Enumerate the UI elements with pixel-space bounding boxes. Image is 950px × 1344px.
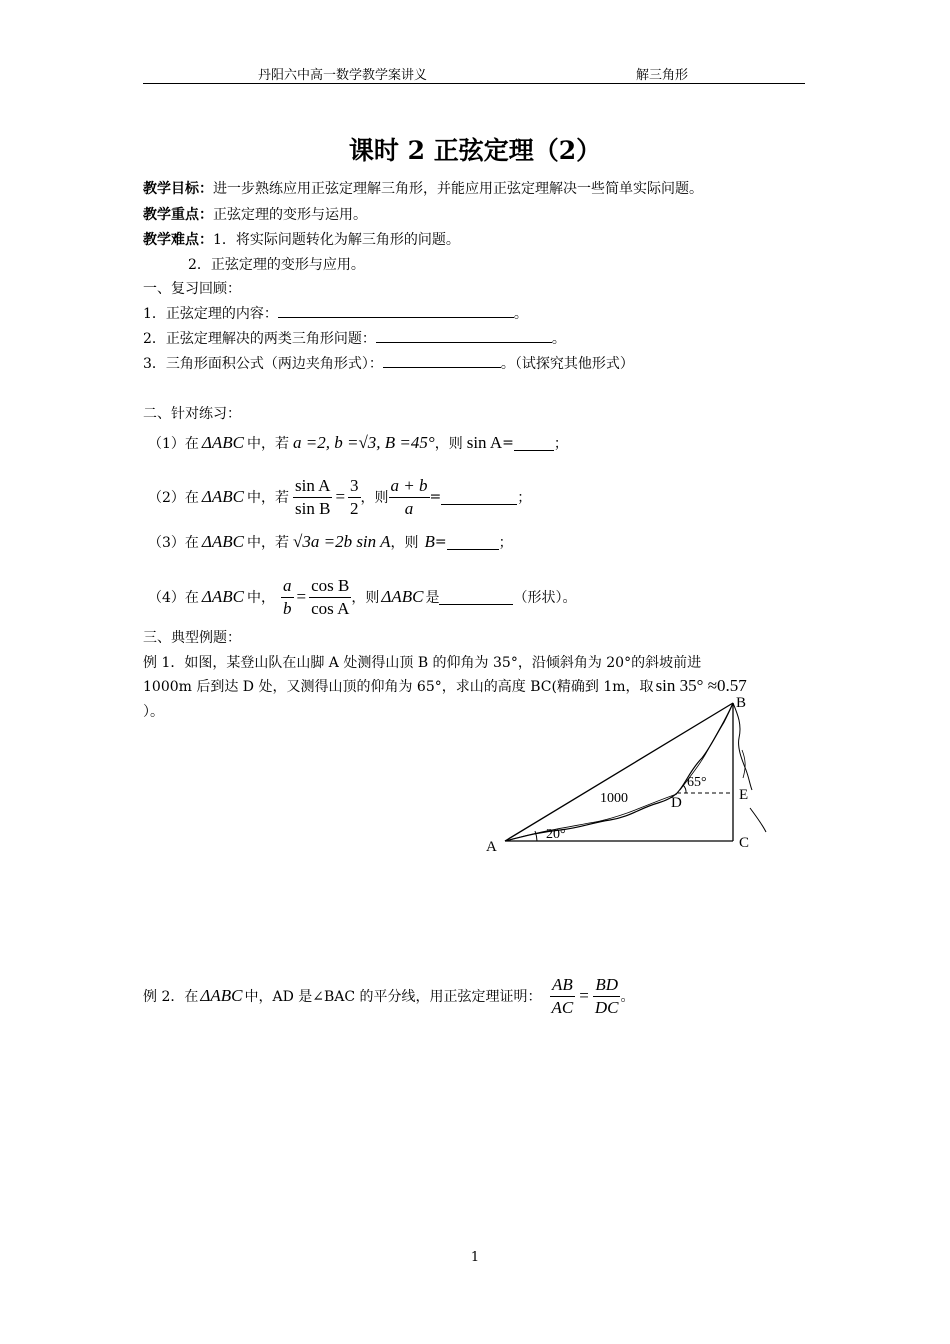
p4-ze: ，则 (351, 590, 380, 606)
difficulty-2: 2．正弦定理的变形与应用。 (188, 257, 365, 273)
p1-eq: = (502, 435, 514, 451)
p2-rhs-den: 2 (350, 498, 359, 518)
difficulty-label: 教学难点： (143, 232, 213, 248)
line-ab (505, 703, 733, 841)
p1-zhong: 中， (247, 436, 276, 452)
p1-ze: ，则 (434, 436, 463, 452)
review-q2 (143, 328, 566, 348)
p4-triangle-2: ΔABC (381, 587, 424, 606)
difficulty-1: 1．将实际问题转化为解三角形的问题。 (213, 232, 460, 248)
goal-label: 教学目标： (143, 181, 213, 197)
example-2-lhs-den: AC (551, 997, 574, 1017)
header-left: 丹阳六中高一数学教学案讲义 (258, 68, 428, 83)
p2-lhs-frac (293, 475, 332, 520)
p4-eq: = (296, 587, 307, 606)
p4-rhs-den: cos A (311, 598, 350, 618)
review-q3-text: 3．三角形面积公式（两边夹角形式）： (143, 356, 383, 372)
review-q1-blank[interactable] (278, 303, 514, 318)
label-distance: 1000 (600, 791, 628, 806)
goal-line (143, 178, 703, 198)
p2-ask-num: a + b (389, 475, 430, 498)
p4-rhs-num: cos B (309, 575, 351, 598)
p3-triangle: ΔABC (201, 532, 245, 551)
review-q1 (143, 303, 528, 323)
p2-lhs-den: sin B (295, 498, 331, 518)
p4-lhs-num: a (281, 575, 294, 598)
review-q2-blank[interactable] (376, 328, 552, 343)
example-2-eq: = (579, 986, 589, 1005)
difficulty-line (143, 229, 460, 249)
p1-blank[interactable] (514, 436, 554, 451)
p2-zhong: 中， (247, 490, 276, 506)
examples-heading: 三、典型例题： (143, 630, 241, 646)
p3-eq: = (434, 534, 447, 550)
p3-ruo: 若 (275, 535, 290, 551)
p1-ruo: 若 (275, 436, 290, 452)
example-2-lhs-frac (550, 974, 576, 1019)
p4-lhs-den: b (283, 598, 292, 618)
practice-4 (148, 573, 576, 621)
page-number: 1 (470, 1250, 480, 1265)
practice-heading: 二、针对练习： (143, 406, 241, 422)
label-angle-65: 65° (687, 775, 707, 790)
p3-blank[interactable] (447, 535, 499, 550)
example-2-rhs-frac (593, 974, 621, 1019)
practice-1 (148, 428, 568, 458)
example-1-line-3: ）。 (143, 704, 164, 720)
label-d: D (671, 795, 682, 811)
review-q3-note: （试探究其他形式） (514, 356, 634, 372)
p1-ask: sin A (466, 433, 503, 452)
p3-zhong: 中， (247, 535, 276, 551)
mountain-base-stroke (750, 808, 766, 832)
review-q2-end: 。 (551, 331, 566, 347)
p2-label: （2）在 (148, 490, 199, 506)
example-2-lhs-num: AB (550, 974, 575, 997)
review-q2-text: 2．正弦定理解决的两类三角形问题： (143, 331, 376, 347)
label-angle-20: 20° (546, 827, 566, 842)
example-2-rhs-num: BD (593, 974, 620, 997)
p3-ze: ，则 (390, 535, 419, 551)
review-heading: 一、复习回顾： (143, 281, 241, 297)
p2-eqblank: = (429, 489, 442, 505)
mountain-right-outline (733, 703, 752, 790)
review-q1-text: 1．正弦定理的内容： (143, 306, 278, 322)
page-title: 课时 2 正弦定理（2） (348, 136, 602, 165)
example-2-prefix: 例 2．在 (143, 989, 199, 1005)
label-c: C (739, 835, 750, 851)
mountain-figure (480, 690, 780, 860)
p2-lhs-num: sin A (293, 475, 332, 498)
focus-label: 教学重点： (143, 207, 213, 223)
example-1-line-2-text: 1000m 后到达 D 处，又测得山顶的仰角为 65°，求山的高度 BC(精确到 1m，取 (143, 679, 654, 695)
example-2-rhs-den: DC (594, 997, 619, 1017)
p3-condition: √3a =2b sin A (293, 532, 391, 551)
p1-triangle: ΔABC (201, 433, 245, 452)
p3-ask: B (424, 532, 435, 551)
p2-ask-frac (389, 475, 430, 520)
practice-2 (148, 473, 531, 521)
p1-label: （1）在 (148, 436, 199, 452)
p4-lhs-frac (281, 575, 294, 620)
p4-blank[interactable] (439, 590, 513, 605)
p2-ze: ，则 (360, 490, 389, 506)
practice-3 (148, 527, 513, 557)
p4-triangle: ΔABC (201, 587, 245, 606)
review-q3-blank[interactable] (383, 353, 501, 368)
p2-triangle: ΔABC (201, 487, 245, 506)
p3-label: （3）在 (148, 535, 199, 551)
p1-semi: ； (553, 436, 568, 452)
p2-blank[interactable] (441, 490, 517, 505)
label-b: B (736, 695, 747, 711)
p4-shape: （形状）。 (513, 590, 577, 606)
goal-text: 进一步熟练应用正弦定理解三角形，并能应用正弦定理解决一些简单实际问题。 (213, 181, 703, 197)
review-q3-end: 。 (500, 356, 515, 372)
p1-condition: a =2, b =√3, B =45° (293, 433, 435, 452)
example-1-approx: sin 35° ≈0.57 (655, 676, 747, 695)
focus-line (143, 204, 367, 224)
example-2-mid: 中，AD 是∠BAC 的平分线，用正弦定理证明： (244, 989, 542, 1005)
example-2 (143, 972, 634, 1020)
angle-arc-20 (535, 831, 537, 841)
angle-arc-65 (683, 785, 686, 793)
p2-ask-den: a (404, 498, 414, 518)
review-q1-end: 。 (513, 306, 528, 322)
example-2-triangle: ΔABC (200, 986, 243, 1005)
header-right: 解三角形 (636, 68, 689, 83)
p2-eq: = (335, 487, 346, 506)
header-rule (143, 83, 805, 84)
label-a: A (486, 839, 497, 855)
p3-semi: ； (498, 535, 513, 551)
p2-rhs-frac (348, 475, 361, 520)
example-2-end: 。 (620, 989, 635, 1005)
slope-path (505, 793, 677, 841)
p2-rhs-num: 3 (348, 475, 361, 498)
p2-ruo: 若 (275, 490, 290, 506)
review-q3 (143, 353, 634, 373)
p4-label: （4）在 (148, 590, 199, 606)
example-1-line-1: 例 1．如图，某登山队在山脚 A 处测得山顶 B 的仰角为 35°，沿倾斜角为 20°的斜坡前进 (143, 655, 702, 671)
p4-rhs-frac (309, 575, 351, 620)
slope-path-2 (510, 794, 677, 840)
focus-text: 正弦定理的变形与运用。 (213, 207, 367, 223)
label-e: E (739, 787, 749, 803)
p2-semi: ； (517, 490, 532, 506)
p4-is: 是 (425, 590, 440, 606)
p4-zhong: 中， (247, 590, 276, 606)
